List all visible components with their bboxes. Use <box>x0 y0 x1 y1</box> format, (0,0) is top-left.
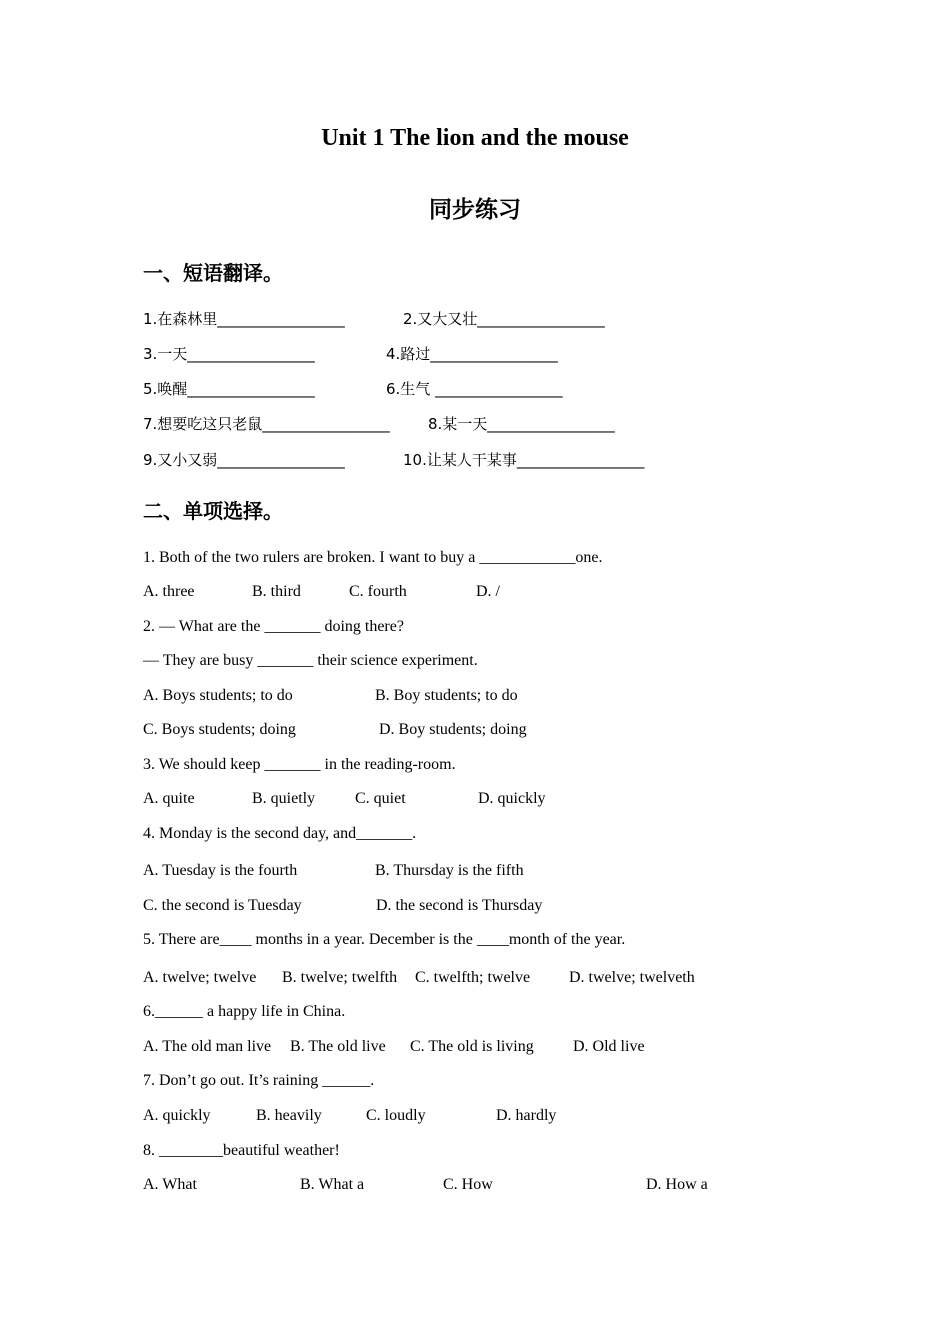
option: A. quite <box>143 790 195 807</box>
option: D. twelve; twelveth <box>569 969 695 986</box>
option: C. The old is living <box>410 1038 534 1055</box>
option: D. / <box>476 583 500 600</box>
option: B. The old live <box>290 1038 386 1055</box>
option: D. quickly <box>478 790 546 807</box>
option: A. quickly <box>143 1107 211 1124</box>
option: B. heavily <box>256 1107 322 1124</box>
option: C. fourth <box>349 583 407 600</box>
question-stem: 6.______ a happy life in China. <box>143 1003 346 1020</box>
option: D. the second is Thursday <box>376 897 543 914</box>
phrase-item: 8.某一天_________________ <box>428 415 615 433</box>
phrase-item: 10.让某人干某事_________________ <box>403 451 645 469</box>
option: C. How <box>443 1176 493 1193</box>
question-stem: 4. Monday is the second day, and_______. <box>143 825 417 842</box>
option: A. What <box>143 1176 197 1193</box>
question-stem: 8. ________beautiful weather! <box>143 1142 340 1159</box>
option: A. three <box>143 583 195 600</box>
option: B. quietly <box>252 790 316 807</box>
question-stem: 1. Both of the two rulers are broken. I want to buy a ____________one. <box>143 549 603 566</box>
option: C. the second is Tuesday <box>143 897 302 914</box>
phrase-item: 1.在森林里_________________ <box>143 310 345 328</box>
option: D. How a <box>646 1176 708 1193</box>
option: B. Boy students; to do <box>375 687 518 704</box>
page-subtitle: 同步练习 <box>429 197 521 223</box>
section1-heading: 一、短语翻译。 <box>143 261 283 285</box>
phrase-item: 4.路过_________________ <box>386 345 558 363</box>
option: A. Boys students; to do <box>143 687 293 704</box>
option: C. loudly <box>366 1107 426 1124</box>
phrase-item: 2.又大又壮_________________ <box>403 310 605 328</box>
option: C. quiet <box>355 790 406 807</box>
section2-heading: 二、单项选择。 <box>143 499 283 523</box>
question-stem-reply: — They are busy _______ their science experiment. <box>143 652 478 669</box>
question-stem: 7. Don’t go out. It’s raining ______. <box>143 1072 375 1089</box>
option: A. Tuesday is the fourth <box>143 862 298 879</box>
option: D. Boy students; doing <box>379 721 527 738</box>
question-stem: 2. — What are the _______ doing there? <box>143 618 404 635</box>
option: B. twelve; twelfth <box>282 969 398 986</box>
page-title: Unit 1 The lion and the mouse <box>321 125 629 151</box>
option: C. twelfth; twelve <box>415 969 531 986</box>
option: B. third <box>252 583 301 600</box>
phrase-item: 7.想要吃这只老鼠_________________ <box>143 415 390 433</box>
question-stem: 3. We should keep _______ in the reading-room. <box>143 756 456 773</box>
phrase-item: 5.唤醒_________________ <box>143 380 315 398</box>
option: B. What a <box>300 1176 365 1193</box>
phrase-item: 3.一天_________________ <box>143 345 315 363</box>
option: D. Old live <box>573 1038 645 1055</box>
option: A. The old man live <box>143 1038 272 1055</box>
option: D. hardly <box>496 1107 557 1124</box>
option: A. twelve; twelve <box>143 969 257 986</box>
option: C. Boys students; doing <box>143 721 296 738</box>
phrase-item: 9.又小又弱_________________ <box>143 451 345 469</box>
phrase-item: 6.生气 _________________ <box>386 380 563 398</box>
option: B. Thursday is the fifth <box>375 862 524 879</box>
question-stem: 5. There are____ months in a year. December is the ____month of the year. <box>143 931 626 948</box>
